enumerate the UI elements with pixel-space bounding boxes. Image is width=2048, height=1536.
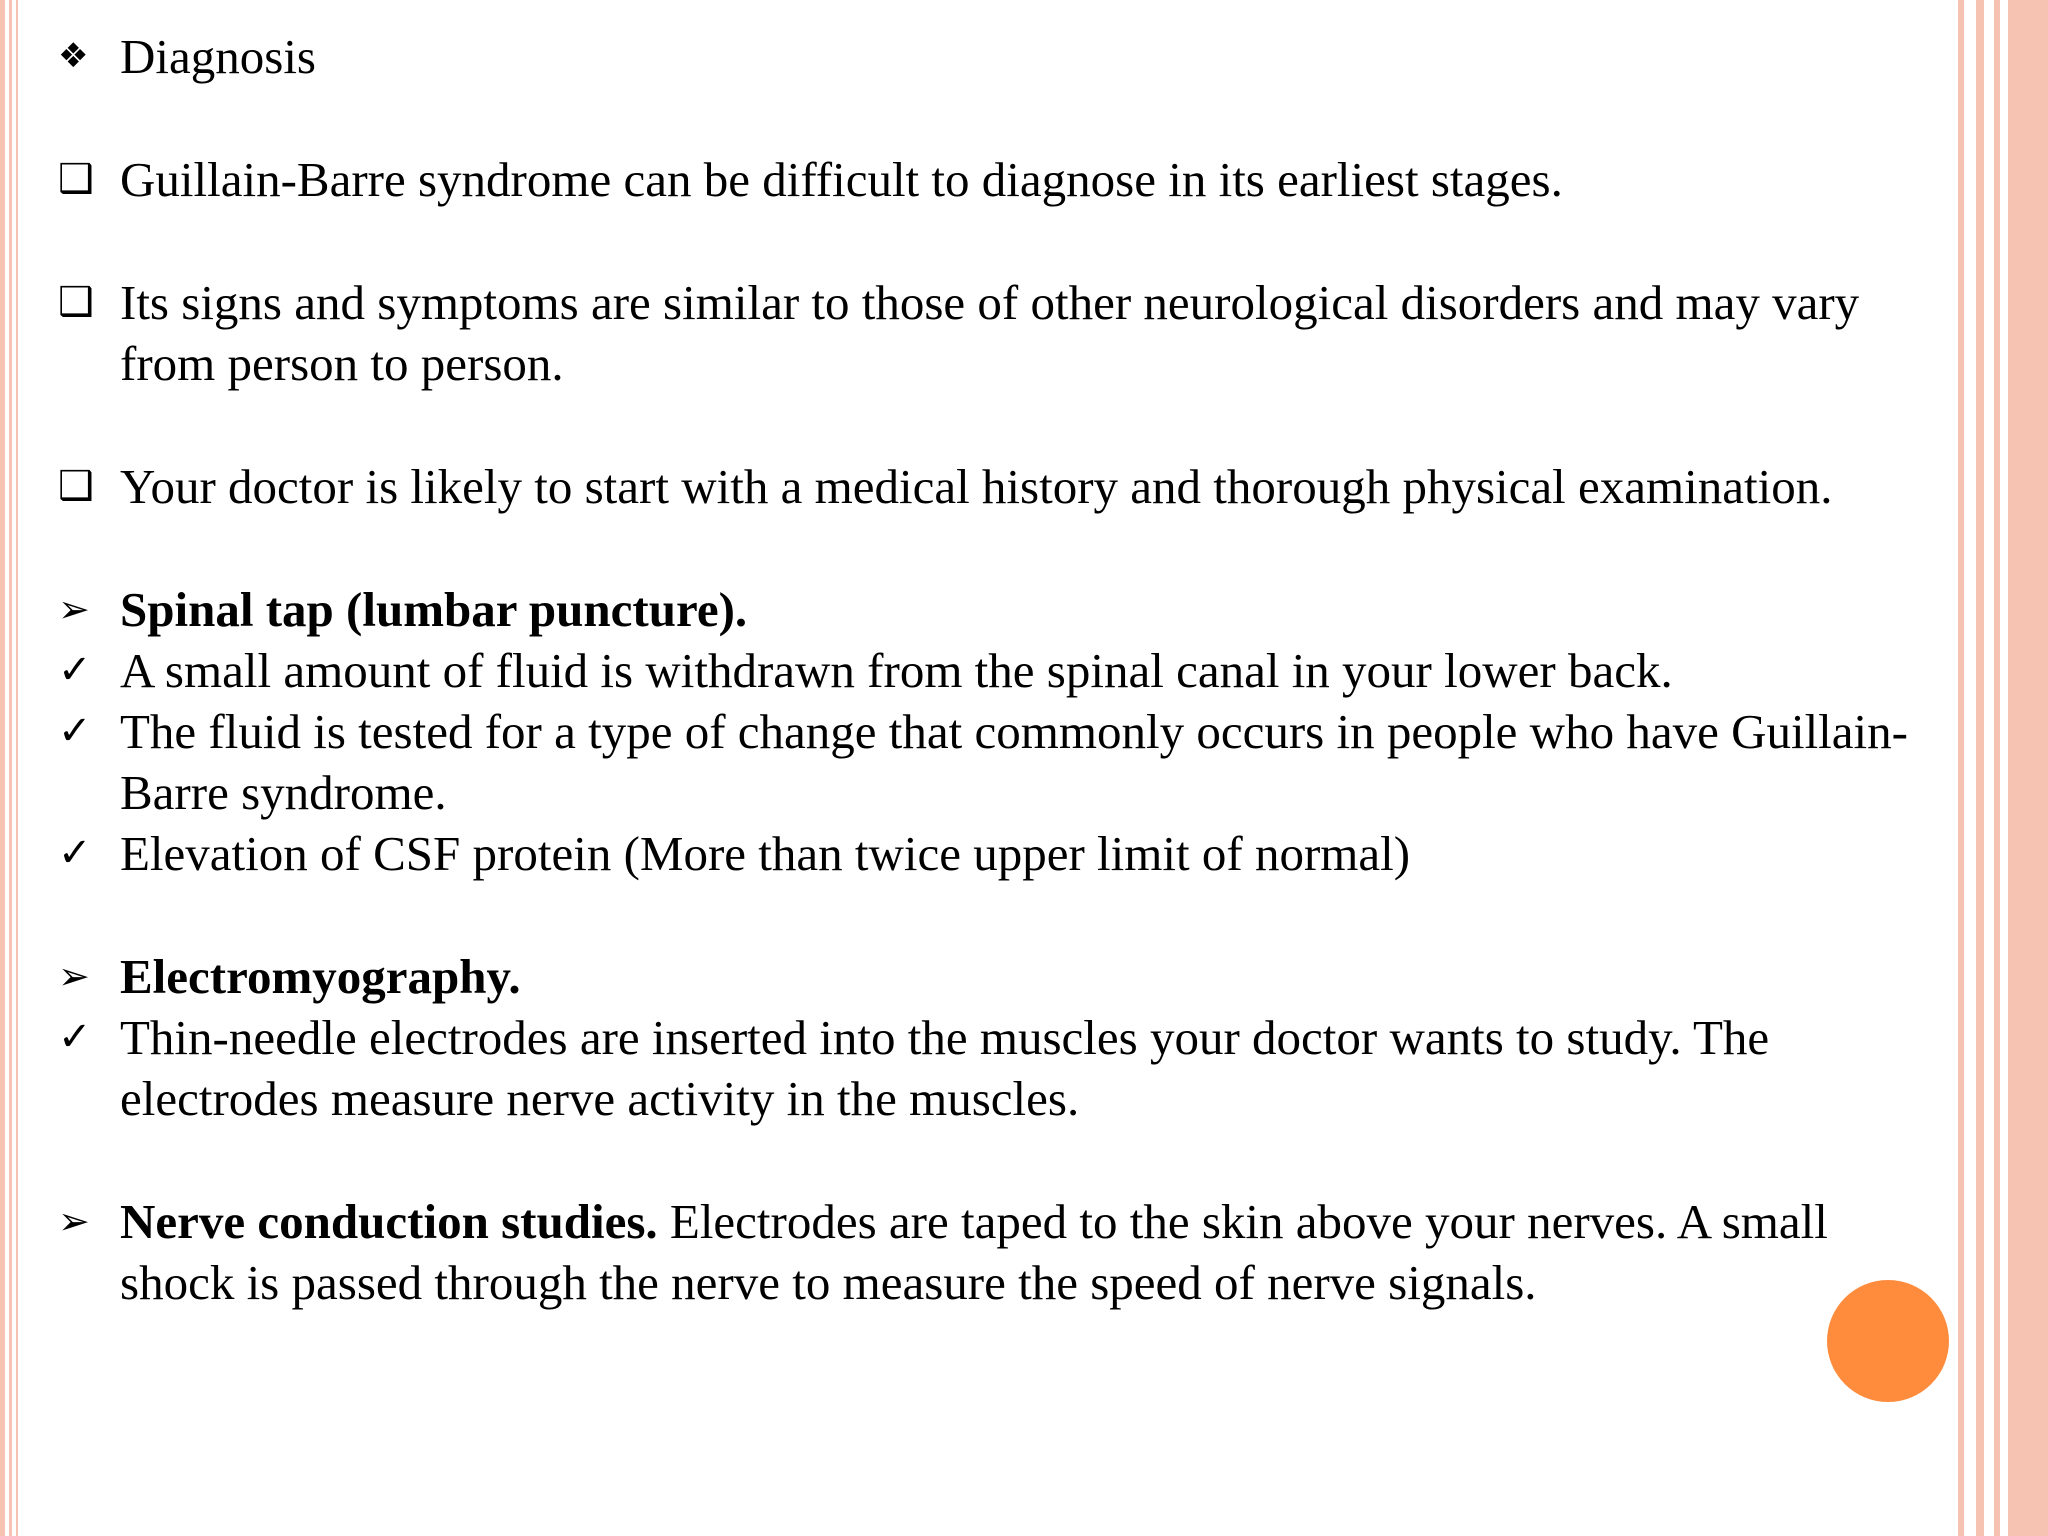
list-item <box>56 640 1936 701</box>
section-nerve-conduction <box>56 1191 1936 1313</box>
check-text: Thin-needle electrodes are inserted into the muscles your doctor wants to study. The electrodes measure nerve activity in the muscles. <box>120 1010 1770 1126</box>
section-title-spinal-tap <box>56 579 1936 640</box>
checkbox-bullet-icon: ❑ <box>58 279 94 325</box>
list-item <box>56 1007 1936 1129</box>
arrow-bullet-icon: ➢ <box>58 954 90 998</box>
right-border-stripe <box>2008 0 2048 1536</box>
bullet-text: Your doctor is likely to start with a medical history and thorough physical examination. <box>120 459 1833 514</box>
list-item <box>56 823 1936 884</box>
right-border-stripe <box>1994 0 2000 1536</box>
checkmark-icon: ✓ <box>58 647 92 693</box>
slide-heading <box>56 26 1936 87</box>
heading-text: Diagnosis <box>120 29 316 84</box>
checkmark-icon: ✓ <box>58 1014 92 1060</box>
diamond-bullet-icon: ❖ <box>58 36 89 76</box>
list-item <box>56 149 1936 210</box>
right-border-stripe <box>1958 0 1964 1536</box>
arrow-bullet-icon: ➢ <box>58 1199 90 1243</box>
check-text: The fluid is tested for a type of change that commonly occurs in people who have Guillain-Barre syndrome. <box>120 704 1908 820</box>
check-text: Elevation of CSF protein (More than twice upper limit of normal) <box>120 826 1411 881</box>
section-title-text: Spinal tap (lumbar puncture). <box>120 582 748 637</box>
section-title-electromyography <box>56 946 1936 1007</box>
list-item <box>56 456 1936 517</box>
left-border-stripe <box>9 0 12 1536</box>
slide-content <box>56 26 1936 1313</box>
checkbox-bullet-icon: ❑ <box>58 156 94 202</box>
left-border-stripe <box>0 0 5 1536</box>
checkmark-icon: ✓ <box>58 708 92 754</box>
section-body-text: Electrodes are taped to the skin above your nerves. A small shock is passed through the nerve to measure the speed of nerve signals. <box>120 1194 1828 1310</box>
right-border-stripe <box>1976 0 1984 1536</box>
section-title-text: Electromyography. <box>120 949 521 1004</box>
checkbox-bullet-icon: ❑ <box>58 463 94 509</box>
section-title-text: Nerve conduction studies. <box>120 1194 658 1249</box>
left-border-stripe <box>16 0 18 1536</box>
bullet-text: Guillain-Barre syndrome can be difficult to diagnose in its earliest stages. <box>120 152 1563 207</box>
decorative-orange-circle <box>1827 1280 1949 1402</box>
checkmark-icon: ✓ <box>58 830 92 876</box>
list-item <box>56 701 1936 823</box>
check-text: A small amount of fluid is withdrawn from the spinal canal in your lower back. <box>120 643 1673 698</box>
arrow-bullet-icon: ➢ <box>58 587 90 631</box>
list-item <box>56 272 1936 394</box>
bullet-text: Its signs and symptoms are similar to those of other neurological disorders and may vary from person to person. <box>120 275 1860 391</box>
